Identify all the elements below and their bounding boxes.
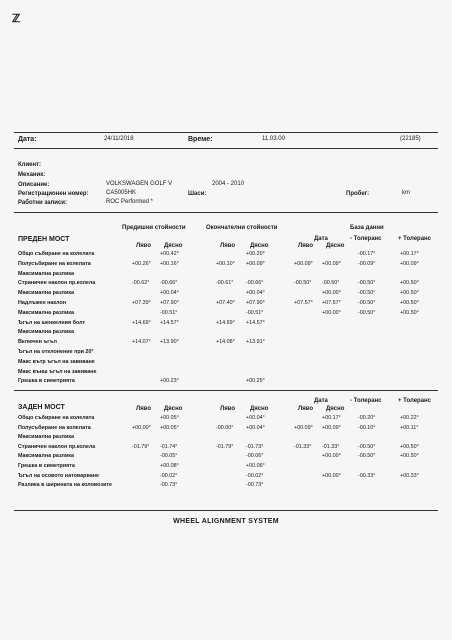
year-range: 2004 - 2010: [212, 181, 245, 187]
db-left: +00.09°: [294, 260, 313, 267]
final-left: +00.10°: [216, 260, 235, 267]
final-right: +00.04°: [246, 424, 265, 431]
tol-plus: +00.09°: [400, 260, 419, 267]
client-label: Клиент:: [18, 162, 42, 168]
prev-left: -01.79°: [132, 443, 150, 450]
prev-right: +00.05°: [160, 424, 179, 431]
col-database: База данни: [350, 225, 384, 231]
description-label: Описание:: [18, 182, 50, 188]
row-label: Разлика в ширината на коловозите: [18, 482, 113, 489]
final-right: -00.06°: [246, 453, 264, 460]
front-head-db-right: Дясно: [326, 243, 345, 249]
row-label: Максимална разлика: [18, 270, 74, 277]
tol-minus: -00.09°: [358, 260, 376, 267]
row-label: Макс външ ъгъл на завиване: [18, 368, 97, 375]
col-final-values: Окончателни стойности: [206, 225, 278, 231]
work-records-value: ROC Performed *: [106, 199, 154, 205]
rear-head-tol-minus: - Толеранс: [350, 398, 382, 404]
prev-right: -00.66°: [160, 280, 178, 287]
tol-minus: -00.50°: [358, 443, 376, 450]
col-previous-values: Предишни стойности: [122, 225, 186, 231]
rear-axle-title: ЗАДЕН МОСТ: [18, 404, 65, 411]
front-axle-title: ПРЕДЕН МОСТ: [18, 236, 70, 243]
tol-plus: +00.33°: [400, 472, 419, 479]
final-right: +00.06°: [246, 463, 265, 469]
prev-left: +00.00°: [132, 424, 151, 431]
record-number: (22185): [400, 136, 421, 142]
section-rule-front: [14, 212, 438, 213]
final-right: +00.20°: [246, 251, 265, 257]
corner-mark: ℤ: [12, 13, 21, 25]
final-right: -00.51°: [246, 309, 264, 316]
db-right: -01.33°: [322, 443, 340, 450]
tol-plus: +00.50°: [400, 443, 419, 450]
mileage-label: Пробег:: [346, 191, 370, 197]
row-label: Максимална разлика: [18, 290, 74, 297]
rear-head-final-right: Дясно: [250, 406, 269, 412]
row-label: Включен ъгъл: [18, 339, 57, 346]
tol-minus: -00.33°: [358, 472, 376, 479]
date-value: 24/11/2018: [104, 136, 134, 142]
prev-left: +14.07°: [132, 339, 151, 346]
final-right: +00.04°: [246, 415, 265, 421]
db-left: +00.09°: [294, 424, 313, 431]
front-head-final-right: Дясно: [250, 243, 269, 249]
tol-plus: +00.50°: [400, 290, 419, 297]
front-head-tol-plus: + Толеранс: [398, 236, 432, 242]
tol-minus: -00.50°: [358, 280, 376, 287]
final-right: +07.90°: [246, 300, 265, 306]
front-head-db-left: Ляво: [298, 243, 313, 249]
final-left: +07.40°: [216, 300, 235, 306]
rear-head-prev-left: Ляво: [136, 406, 151, 412]
row-label: Максимална разлика: [18, 309, 74, 316]
final-right: -00.66°: [246, 280, 264, 287]
row-label: Общо събиране на колелата: [18, 415, 95, 421]
row-label: Общо събиране на колелата: [18, 251, 95, 257]
rear-head-final-left: Ляво: [220, 406, 235, 412]
time-label: Време:: [188, 136, 213, 143]
rear-head-data: Дата: [314, 398, 328, 404]
db-right: +00.00°: [322, 309, 341, 316]
row-label: Полусъбиране на колелата: [18, 424, 91, 431]
prev-right: +13.90°: [160, 339, 179, 346]
registration-value: CA5005HK: [106, 190, 137, 196]
db-right: +00.00°: [322, 290, 341, 297]
tol-plus: +00.50°: [400, 280, 419, 287]
final-right: +14.57°: [246, 319, 265, 326]
final-left: +14.69°: [216, 319, 235, 326]
header-rule-top: [14, 132, 438, 133]
rear-head-db-left: Ляво: [298, 406, 313, 412]
prev-right: -00.05°: [160, 453, 178, 460]
row-label: Надлъжен наклон: [18, 300, 67, 306]
work-records-label: Работни записи:: [18, 200, 67, 206]
section-rule-rear: [14, 390, 438, 391]
rear-head-db-right: Дясно: [326, 406, 345, 412]
time-value: 11.03.00: [262, 136, 285, 142]
tol-minus: -00.50°: [358, 453, 376, 460]
tol-plus: +00.50°: [400, 453, 419, 460]
db-left: +07.57°: [294, 300, 313, 306]
prev-right: -01.74°: [160, 443, 178, 450]
date-label: Дата:: [18, 136, 37, 143]
mechanic-label: Механик:: [18, 172, 46, 178]
tol-minus: -00.50°: [358, 309, 376, 316]
registration-label: Регистрационен номер:: [18, 191, 89, 197]
final-left: -00.61°: [216, 280, 234, 287]
final-left: +14.08°: [216, 339, 235, 346]
row-label: Ъгъл на отклонение при 20°: [18, 349, 94, 355]
row-label: Ъгъл на шенкелния болт: [18, 319, 86, 326]
row-label: Максимална разлика: [18, 329, 74, 336]
row-label: Максимална разлика: [18, 434, 74, 441]
front-head-prev-left: Ляво: [136, 243, 151, 249]
prev-right: +14.57°: [160, 319, 179, 326]
header-rule-bottom: [14, 148, 438, 149]
tol-plus: +00.50°: [400, 300, 419, 306]
front-head-prev-right: Дясно: [164, 243, 183, 249]
db-right: +00.17°: [322, 415, 341, 421]
front-head-data: Дата: [314, 236, 328, 242]
row-label: Грешка в симетрията: [18, 378, 75, 385]
prev-left: +14.69°: [132, 319, 151, 326]
tol-minus: -00.10°: [358, 424, 376, 431]
final-right: -00.73°: [246, 482, 264, 489]
prev-right: +00.16°: [160, 260, 179, 267]
tol-minus: -00.50°: [358, 290, 376, 297]
mileage-unit: km: [402, 190, 410, 196]
final-right: -01.73°: [246, 443, 264, 450]
prev-right: +00.23°: [160, 378, 179, 385]
front-head-tol-minus: - Толеранс: [350, 236, 382, 242]
tol-plus: +00.17°: [400, 251, 419, 257]
row-label: Грешка в симетрията: [18, 463, 75, 469]
final-left: -00.00°: [216, 424, 234, 431]
row-label: Макс вътр ъгъл на завиване: [18, 358, 95, 365]
row-label: Ъгъл на осовото натоварване: [18, 472, 99, 479]
db-left: -01.33°: [294, 443, 312, 450]
db-right: +00.00°: [322, 453, 341, 460]
description-value: VOLKSWAGEN GOLF V: [106, 181, 173, 187]
rear-head-prev-right: Дясно: [164, 406, 183, 412]
db-left: -00.50°: [294, 280, 312, 287]
tol-minus: -00.50°: [358, 300, 376, 306]
row-label: Страничен наклон пр.колела: [18, 280, 96, 287]
db-right: +00.00°: [322, 472, 341, 479]
prev-left: +00.26°: [132, 260, 151, 267]
tol-minus: -00.17°: [358, 251, 376, 257]
tol-minus: -00.20°: [358, 415, 376, 421]
row-label: Максимална разлика: [18, 453, 74, 460]
prev-right: +00.04°: [160, 290, 179, 297]
tol-plus: +00.22°: [400, 415, 419, 421]
final-right: +00.25°: [246, 378, 265, 385]
prev-right: -00.73°: [160, 482, 178, 489]
db-right: +07.57°: [322, 300, 341, 306]
db-right: +00.09°: [322, 260, 341, 267]
tol-plus: +00.50°: [400, 309, 419, 316]
row-label: Полусъбиране на колелата: [18, 260, 91, 267]
row-label: Страничен наклон пр.колела: [18, 443, 96, 450]
prev-right: +00.42°: [160, 251, 179, 257]
final-left: -01.79°: [216, 443, 234, 450]
prev-right: +07.90°: [160, 300, 179, 306]
prev-right: -00.02°: [160, 472, 178, 479]
chassis-label: Шаси:: [188, 191, 207, 197]
prev-left: -00.62°: [132, 280, 150, 287]
final-right: +13.91°: [246, 339, 265, 346]
final-right: +00.04°: [246, 290, 265, 297]
db-right: +00.09°: [322, 424, 341, 431]
prev-left: +07.39°: [132, 300, 151, 306]
prev-right: +00.05°: [160, 415, 179, 421]
wheel-alignment-system-title: WHEEL ALIGNMENT SYSTEM: [173, 518, 279, 525]
rear-head-tol-plus: + Толеранс: [398, 398, 432, 404]
tol-plus: +00.11°: [400, 424, 419, 431]
front-head-final-left: Ляво: [220, 243, 235, 249]
final-right: +00.09°: [246, 260, 265, 267]
final-right: -00.02°: [246, 472, 264, 479]
prev-right: -00.51°: [160, 309, 178, 316]
db-right: -00.50°: [322, 280, 340, 287]
prev-right: +00.08°: [160, 463, 179, 469]
footer-rule: [14, 510, 438, 511]
